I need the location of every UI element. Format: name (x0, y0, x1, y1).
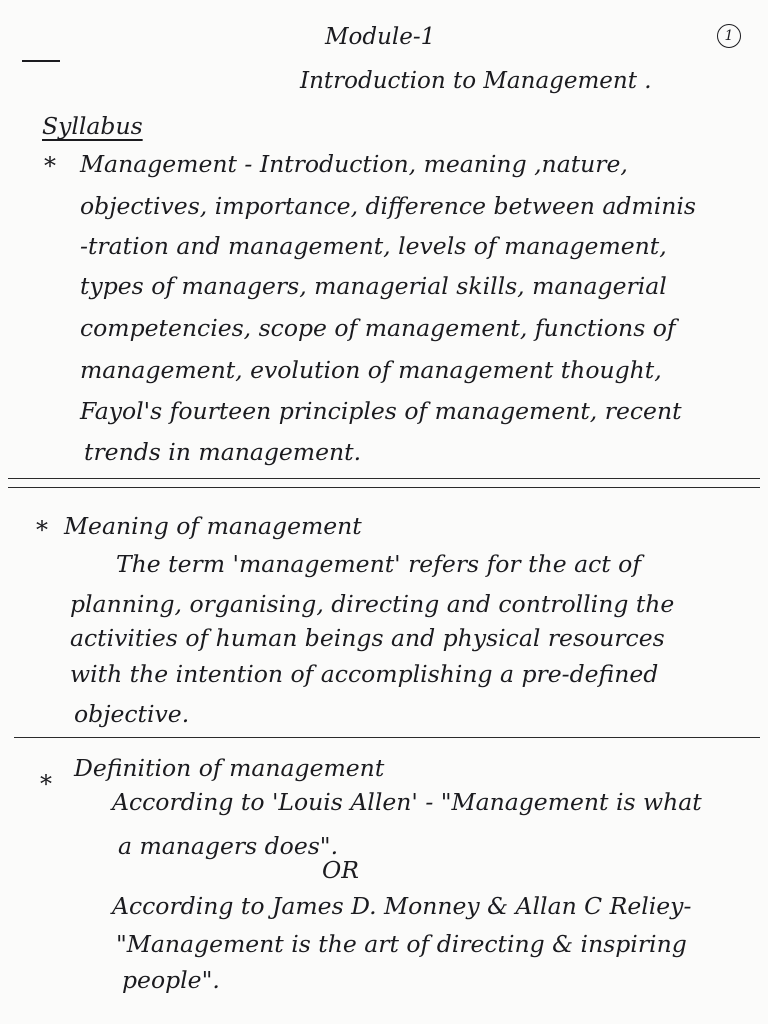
section-divider-2 (14, 737, 760, 738)
definition-line-2: a managers does". (118, 832, 339, 860)
syllabus-line-7: Fayol's fourteen principles of management, recent (80, 397, 682, 425)
meaning-heading: Meaning of management (64, 512, 362, 540)
syllabus-line-1: Management - Introduction, meaning ,nature, (80, 150, 628, 178)
meaning-line-3: activities of human beings and physical resources (70, 624, 665, 652)
syllabus-line-5: competencies, scope of management, functions of (80, 314, 676, 342)
definition-heading: Definition of management (74, 754, 385, 782)
definition-or: OR (322, 856, 359, 884)
syllabus-line-6: management, evolution of management thought, (80, 356, 662, 384)
bullet-meaning: * (36, 516, 48, 544)
bullet-definition: * (40, 770, 52, 798)
bullet-syllabus: * (44, 152, 56, 180)
definition-line-3: According to James D. Monney & Allan C Reliey- (112, 892, 692, 920)
module-label: Module-1 (325, 24, 436, 50)
definition-line-4: "Management is the art of directing & inspiring (116, 930, 687, 958)
definition-line-1: According to 'Louis Allen' - "Management is what (112, 788, 702, 816)
meaning-line-4: with the intention of accomplishing a pre-defined (70, 660, 659, 688)
section-divider-1b (8, 487, 760, 488)
meaning-line-2: planning, organising, directing and controlling the (70, 590, 675, 618)
section-divider-1a (8, 478, 760, 479)
syllabus-heading: Syllabus (42, 112, 143, 140)
page-number: 1 (717, 24, 741, 48)
margin-dash (22, 60, 60, 62)
syllabus-line-3: -tration and management, levels of management, (80, 232, 667, 260)
meaning-line-5: objective. (74, 700, 190, 728)
syllabus-line-8: trends in management. (84, 438, 362, 466)
meaning-line-1: The term 'management' refers for the act of (116, 550, 642, 578)
syllabus-line-4: types of managers, managerial skills, managerial (80, 272, 667, 300)
syllabus-line-2: objectives, importance, difference between adminis (80, 192, 696, 220)
definition-line-5: people". (122, 966, 220, 994)
page-title: Introduction to Management . (300, 68, 652, 94)
